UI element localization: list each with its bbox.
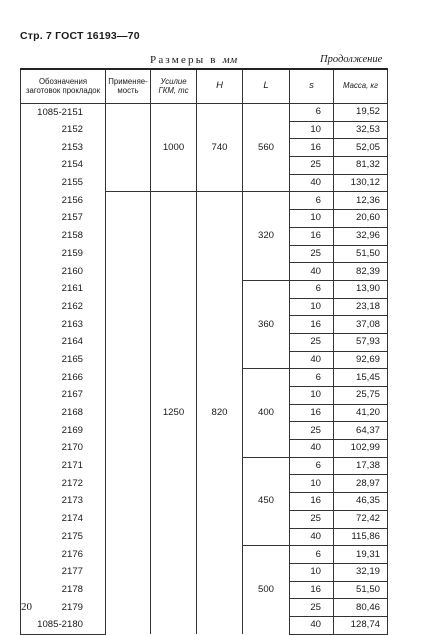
s-cell: 16 <box>290 139 334 157</box>
designation-cell: 2152 <box>21 121 106 139</box>
applicability-cell <box>106 192 151 634</box>
mass-cell: 57,93 <box>334 333 388 351</box>
designation-cell: 2172 <box>21 475 106 493</box>
s-cell: 25 <box>290 157 334 175</box>
document-header: Стр. 7 ГОСТ 16193—70 <box>20 30 140 42</box>
mass-cell: 102,99 <box>334 440 388 458</box>
designation-cell: 2169 <box>21 422 106 440</box>
mass-cell: 51,50 <box>334 581 388 599</box>
mass-cell: 19,52 <box>334 104 388 122</box>
s-cell: 16 <box>290 404 334 422</box>
force-cell: 1000 <box>151 104 197 192</box>
mass-cell: 20,60 <box>334 210 388 228</box>
l-cell: 360 <box>243 280 290 368</box>
s-cell: 6 <box>290 369 334 387</box>
mass-cell: 12,36 <box>334 192 388 210</box>
designation-cell: 2158 <box>21 227 106 245</box>
dimensions-table <box>20 68 388 635</box>
units-caption-unit: мм <box>222 54 238 66</box>
s-cell: 10 <box>290 475 334 493</box>
designation-cell: 2176 <box>21 546 106 564</box>
col-header-l: L <box>243 69 290 104</box>
designation-cell: 2159 <box>21 245 106 263</box>
applicability-cell <box>106 104 151 192</box>
l-cell: 450 <box>243 457 290 545</box>
s-cell: 10 <box>290 121 334 139</box>
designation-cell: 2160 <box>21 263 106 281</box>
mass-cell: 13,90 <box>334 280 388 298</box>
s-cell: 6 <box>290 457 334 475</box>
mass-cell: 81,32 <box>334 157 388 175</box>
designation-cell: 2179 <box>21 599 106 617</box>
page-number: 20 <box>21 601 32 613</box>
s-cell: 10 <box>290 298 334 316</box>
s-cell: 25 <box>290 245 334 263</box>
s-cell: 10 <box>290 210 334 228</box>
mass-cell: 82,39 <box>334 263 388 281</box>
mass-cell: 28,97 <box>334 475 388 493</box>
mass-cell: 72,42 <box>334 510 388 528</box>
mass-cell: 130,12 <box>334 174 388 192</box>
designation-cell: 2156 <box>21 192 106 210</box>
designation-cell: 2155 <box>21 174 106 192</box>
s-cell: 10 <box>290 563 334 581</box>
designation-cell: 2154 <box>21 157 106 175</box>
designation-cell: 2171 <box>21 457 106 475</box>
mass-cell: 128,74 <box>334 616 388 634</box>
s-cell: 40 <box>290 616 334 634</box>
s-cell: 25 <box>290 422 334 440</box>
designation-cell: 2166 <box>21 369 106 387</box>
mass-cell: 51,50 <box>334 245 388 263</box>
s-cell: 25 <box>290 599 334 617</box>
force-cell: 1250 <box>151 192 197 634</box>
mass-cell: 92,69 <box>334 351 388 369</box>
col-header-designation: Обозначения заготовок прокладок <box>21 69 106 104</box>
designation-cell: 1085-2151 <box>21 104 106 122</box>
s-cell: 16 <box>290 316 334 334</box>
mass-cell: 46,35 <box>334 493 388 511</box>
mass-cell: 37,08 <box>334 316 388 334</box>
table-body <box>21 104 388 635</box>
mass-cell: 17,38 <box>334 457 388 475</box>
designation-cell: 2174 <box>21 510 106 528</box>
designation-cell: 2165 <box>21 351 106 369</box>
s-cell: 40 <box>290 174 334 192</box>
mass-cell: 32,96 <box>334 227 388 245</box>
designation-cell: 2178 <box>21 581 106 599</box>
table-row <box>21 192 388 210</box>
designation-cell: 2175 <box>21 528 106 546</box>
mass-cell: 15,45 <box>334 369 388 387</box>
col-header-mass: Масса, кг <box>334 69 388 104</box>
mass-cell: 41,20 <box>334 404 388 422</box>
table-header-row <box>21 69 388 104</box>
units-caption-prefix: Размеры в <box>150 54 218 66</box>
mass-cell: 115,86 <box>334 528 388 546</box>
col-header-s: s <box>290 69 334 104</box>
designation-cell: 2163 <box>21 316 106 334</box>
s-cell: 6 <box>290 192 334 210</box>
l-cell: 400 <box>243 369 290 457</box>
units-caption <box>150 54 238 66</box>
mass-cell: 52,05 <box>334 139 388 157</box>
designation-cell: 2164 <box>21 333 106 351</box>
s-cell: 40 <box>290 528 334 546</box>
designation-cell: 2161 <box>21 280 106 298</box>
designation-cell: 2157 <box>21 210 106 228</box>
col-header-h: Н <box>197 69 243 104</box>
designation-cell: 1085-2180 <box>21 616 106 634</box>
s-cell: 6 <box>290 546 334 564</box>
l-cell: 560 <box>243 104 290 192</box>
s-cell: 40 <box>290 440 334 458</box>
mass-cell: 64,37 <box>334 422 388 440</box>
mass-cell: 32,53 <box>334 121 388 139</box>
s-cell: 40 <box>290 351 334 369</box>
designation-cell: 2153 <box>21 139 106 157</box>
s-cell: 25 <box>290 510 334 528</box>
mass-cell: 19,31 <box>334 546 388 564</box>
h-cell: 820 <box>197 192 243 634</box>
s-cell: 16 <box>290 493 334 511</box>
s-cell: 16 <box>290 581 334 599</box>
mass-cell: 25,75 <box>334 387 388 405</box>
designation-cell: 2167 <box>21 387 106 405</box>
designation-cell: 2173 <box>21 493 106 511</box>
designation-cell: 2170 <box>21 440 106 458</box>
mass-cell: 23,18 <box>334 298 388 316</box>
s-cell: 40 <box>290 263 334 281</box>
s-cell: 10 <box>290 387 334 405</box>
table-row <box>21 104 388 122</box>
l-cell: 320 <box>243 192 290 280</box>
designation-cell: 2168 <box>21 404 106 422</box>
col-header-force: Усилие ГКМ, тс <box>151 69 197 104</box>
mass-cell: 32,19 <box>334 563 388 581</box>
s-cell: 6 <box>290 104 334 122</box>
s-cell: 16 <box>290 227 334 245</box>
s-cell: 6 <box>290 280 334 298</box>
continuation-label: Продолжение <box>320 54 383 65</box>
designation-cell: 2162 <box>21 298 106 316</box>
s-cell: 25 <box>290 333 334 351</box>
l-cell: 500 <box>243 546 290 634</box>
designation-cell: 2177 <box>21 563 106 581</box>
col-header-applicability: Применяе-мость <box>106 69 151 104</box>
mass-cell: 80,46 <box>334 599 388 617</box>
h-cell: 740 <box>197 104 243 192</box>
